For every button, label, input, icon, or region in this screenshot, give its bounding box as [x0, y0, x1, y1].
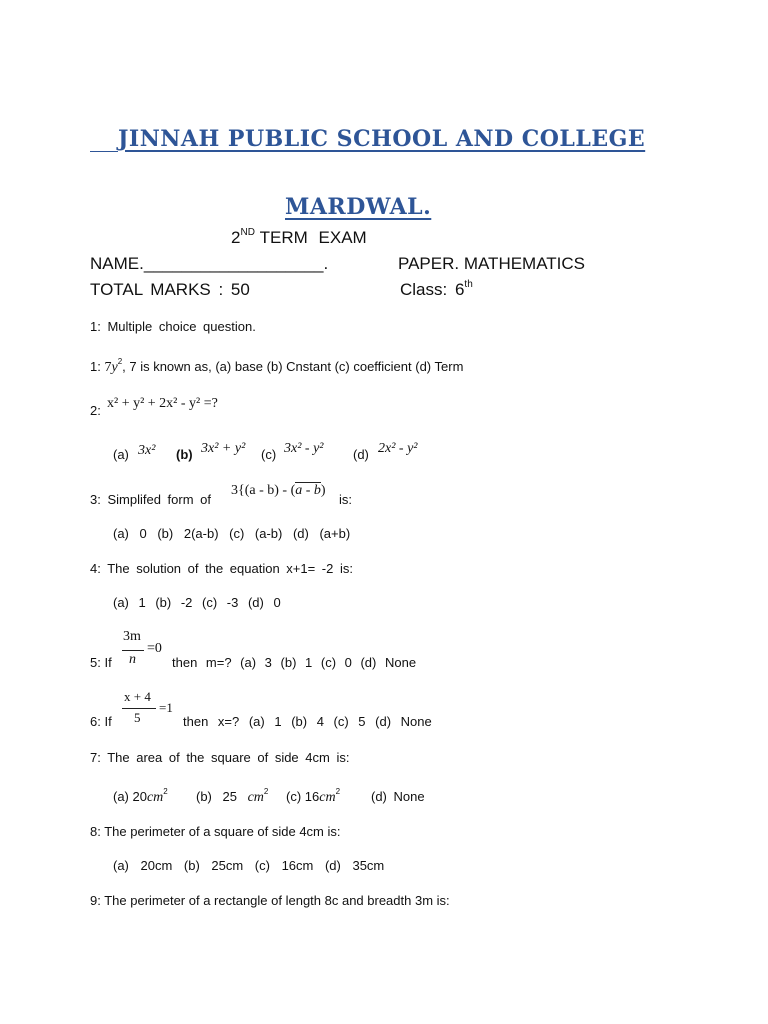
q3-expression-overlined: a - b — [295, 483, 321, 498]
exam-number: 2 — [231, 228, 241, 247]
q5-fraction-bar — [122, 650, 144, 651]
q7-unit-a: cm — [146, 790, 164, 805]
q7-unit-c: cm — [319, 790, 336, 805]
q3-expression-part2: ) — [320, 483, 326, 498]
exam-title — [231, 228, 367, 248]
section-heading: 1: Multiple choice question. — [90, 319, 256, 334]
q2-option-b: 3x² + y² — [201, 441, 246, 456]
school-name: JINNAH PUBLIC SCHOOL AND COLLEGE — [118, 126, 646, 152]
q2-option-a-label: (a) — [113, 447, 129, 462]
q7-option-c — [286, 789, 340, 806]
q7-option-a-label: (a) 20 — [113, 789, 147, 804]
q3-prefix: 3: Simplifed form of — [90, 492, 211, 507]
q2-option-c-label: (c) — [261, 447, 277, 462]
q7-unit-b: cm — [247, 790, 264, 805]
q8-text: 8: The perimeter of a square of side 4cm is: — [90, 824, 341, 839]
title-underline-lead — [90, 151, 118, 152]
q1-exponent: 2 — [117, 357, 123, 366]
q1-coefficient: 7 — [104, 360, 112, 375]
q3-expression-part1: 3{(a - b) - ( — [231, 483, 296, 498]
q8-options: (a) 20cm (b) 25cm (c) 16cm (d) 35cm — [113, 858, 385, 873]
q1-variable: y — [111, 360, 118, 375]
q7-option-d: (d) None — [371, 789, 425, 804]
school-city: MARDWAL. — [285, 194, 432, 220]
total-marks: TOTAL MARKS : 50 — [90, 280, 250, 299]
exam-number-suffix: ND — [240, 227, 255, 238]
class-label — [400, 280, 473, 300]
q7-unit-b-exp: 2 — [263, 787, 269, 796]
q6-denominator: 5 — [134, 710, 141, 725]
q6-number: 6: If — [90, 714, 112, 729]
q2-number: 2: — [90, 403, 101, 418]
q7-text: 7: The area of the square of side 4cm is: — [90, 750, 350, 765]
q1-text: , 7 is known as, (a) base (b) Cnstant (c) coefficient (d) Term — [122, 359, 464, 374]
q2-expression: x² + y² + 2x² - y² =? — [107, 396, 218, 411]
name-field: NAME.___________________. — [90, 254, 329, 273]
q5-number: 5: If — [90, 655, 112, 670]
q2-option-b-label: (b) — [176, 447, 193, 462]
q7-unit-c-exp: 2 — [335, 787, 341, 796]
q7-unit-a-exp: 2 — [163, 787, 168, 796]
q5-text: then m=? (a) 3 (b) 1 (c) 0 (d) None — [172, 655, 417, 670]
q6-numerator: x + 4 — [124, 689, 151, 704]
q6-equals: =1 — [159, 700, 173, 715]
q7-option-a — [113, 789, 168, 806]
q1-number: 1: — [90, 359, 101, 374]
q5-equals: =0 — [147, 641, 162, 656]
q2-option-d-label: (d) — [353, 447, 369, 462]
paper-label: PAPER. MATHEMATICS — [398, 254, 586, 273]
q7-option-c-label: (c) 16 — [286, 789, 320, 804]
class-suffix: th — [464, 279, 473, 290]
q3-options: (a) 0 (b) 2(a-b) (c) (a-b) (d) (a+b) — [113, 526, 351, 541]
q5-numerator: 3m — [123, 629, 141, 644]
q5-denominator: n — [129, 652, 136, 667]
q3-expression — [231, 483, 326, 499]
question-1 — [90, 359, 463, 376]
q4-options: (a) 1 (b) -2 (c) -3 (d) 0 — [113, 595, 281, 610]
class-text: Class: 6 — [400, 280, 465, 299]
q7-option-b — [196, 789, 268, 806]
q2-option-a: 3x² — [138, 443, 156, 458]
q6-fraction-bar — [122, 708, 156, 709]
q2-option-d: 2x² - y² — [378, 441, 418, 456]
q9-text: 9: The perimeter of a rectangle of length 8c and breadth 3m is: — [90, 893, 450, 908]
q6-text: then x=? (a) 1 (b) 4 (c) 5 (d) None — [183, 714, 432, 729]
q3-suffix: is: — [339, 492, 352, 507]
q7-option-b-label: (b) 25 — [196, 789, 237, 804]
q4-text: 4: The solution of the equation x+1= -2 is: — [90, 561, 353, 576]
q2-option-c: 3x² - y² — [284, 441, 324, 456]
exam-label: TERM EXAM — [259, 228, 367, 247]
